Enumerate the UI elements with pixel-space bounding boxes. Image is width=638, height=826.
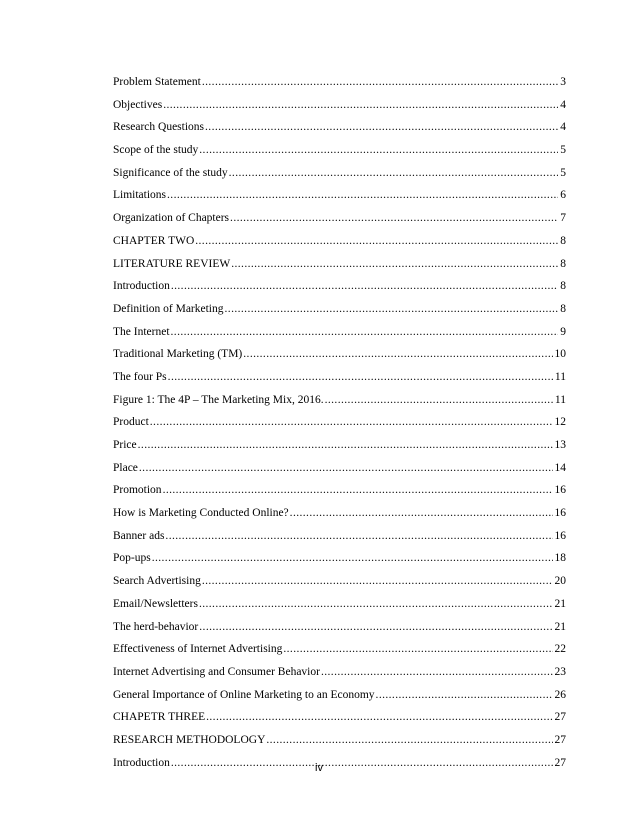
toc-entry-title: Pop-ups <box>113 552 151 565</box>
toc-dot-leader <box>195 230 558 253</box>
toc-entry-page: 6 <box>560 189 566 202</box>
toc-entry[interactable] <box>113 547 566 570</box>
toc-dot-leader <box>163 479 553 502</box>
toc-entry-title: Introduction <box>113 280 170 293</box>
toc-entry-title: Figure 1: The 4P – The Marketing Mix, 2016. <box>113 393 324 406</box>
toc-entry-page: 13 <box>554 439 566 451</box>
page-number: iv <box>315 762 323 774</box>
toc-entry-page: 10 <box>554 348 566 361</box>
toc-entry-page: 3 <box>560 76 566 88</box>
toc-dot-leader <box>231 253 558 276</box>
toc-entry-title: General Importance of Online Marketing to an Economy <box>113 688 375 701</box>
toc-entry-page: 16 <box>554 507 566 520</box>
toc-dot-leader <box>376 684 553 707</box>
toc-entry[interactable] <box>113 661 566 684</box>
toc-entry-page: 14 <box>554 461 566 474</box>
toc-dot-leader <box>165 525 552 548</box>
toc-dot-leader <box>325 389 553 412</box>
toc-entry[interactable] <box>113 616 566 639</box>
toc-entry-page: 12 <box>554 416 566 429</box>
toc-dot-leader <box>171 275 558 298</box>
toc-dot-leader <box>206 706 552 729</box>
toc-entry[interactable] <box>113 116 566 139</box>
toc-entry-title: Objectives <box>113 98 163 111</box>
toc-entry-page: 8 <box>560 257 566 270</box>
toc-entry-title: Significance of the study <box>113 166 228 179</box>
toc-dot-leader <box>266 729 552 752</box>
toc-dot-leader <box>321 661 553 684</box>
toc-dot-leader <box>290 502 553 525</box>
toc-entry-page: 27 <box>554 733 566 746</box>
toc-entry[interactable] <box>113 434 566 457</box>
toc-entry-title: Definition of Marketing <box>113 302 224 315</box>
toc-entry-title: Organization of Chapters <box>113 212 230 225</box>
toc-dot-leader <box>167 184 558 207</box>
toc-dot-leader <box>283 638 552 661</box>
toc-entry[interactable] <box>113 184 566 207</box>
toc-entry[interactable] <box>113 525 566 548</box>
toc-entry-title: How is Marketing Conducted Online? <box>113 507 289 520</box>
toc-entry-title: Problem Statement <box>113 76 201 88</box>
toc-dot-leader <box>150 411 553 434</box>
toc-entry-title: The herd-behavior <box>113 620 199 633</box>
toc-entry-title: Research Questions <box>113 121 205 134</box>
toc-entry-page: 23 <box>554 665 566 678</box>
toc-entry-page: 16 <box>554 484 566 497</box>
toc-entry[interactable] <box>113 729 566 752</box>
toc-entry-title: LITERATURE REVIEW <box>113 257 231 270</box>
toc-entry[interactable] <box>113 207 566 230</box>
toc-entry-title: Traditional Marketing (TM) <box>113 348 243 361</box>
toc-dot-leader <box>138 434 553 457</box>
toc-entry-page: 16 <box>554 529 566 542</box>
toc-entry-page: 27 <box>554 711 566 724</box>
toc-dot-leader <box>171 321 559 344</box>
toc-dot-leader <box>199 616 552 639</box>
toc-entry-title: CHAPTER TWO <box>113 234 195 247</box>
toc-entry[interactable] <box>113 253 566 276</box>
toc-entry[interactable] <box>113 502 566 525</box>
toc-entry-title: Internet Advertising and Consumer Behavior <box>113 665 320 678</box>
toc-dot-leader <box>163 94 558 117</box>
toc-entry[interactable] <box>113 706 566 729</box>
toc-entry-page: 8 <box>560 234 566 247</box>
toc-entry-page: 18 <box>554 552 566 565</box>
toc-entry-page: 9 <box>560 325 566 338</box>
toc-dot-leader <box>243 343 552 366</box>
toc-entry-title: RESEARCH METHODOLOGY <box>113 733 266 746</box>
toc-entry-page: 4 <box>560 98 566 111</box>
toc-entry-page: 11 <box>554 393 566 406</box>
toc-entry-title: Promotion <box>113 484 162 497</box>
toc-dot-leader <box>202 570 553 593</box>
toc-entry-page: 20 <box>554 575 566 588</box>
toc-entry-page: 11 <box>554 370 566 383</box>
toc-entry-title: Introduction <box>113 756 170 769</box>
toc-entry[interactable] <box>113 389 566 412</box>
toc-dot-leader <box>168 366 553 389</box>
toc-entry[interactable] <box>113 457 566 480</box>
toc-entry[interactable] <box>113 638 566 661</box>
toc-entry-page: 27 <box>554 756 566 769</box>
toc-entry-page: 22 <box>554 643 566 656</box>
toc-entry[interactable] <box>113 593 566 616</box>
toc-entry-title: Banner ads <box>113 529 165 542</box>
toc-entry[interactable] <box>113 343 566 366</box>
toc-entry-page: 8 <box>560 280 566 293</box>
table-of-contents <box>113 71 566 774</box>
toc-entry[interactable] <box>113 275 566 298</box>
toc-entry[interactable] <box>113 71 566 94</box>
toc-entry-title: CHAPETR THREE <box>113 711 206 724</box>
toc-dot-leader <box>229 162 559 185</box>
toc-dot-leader <box>205 116 558 139</box>
toc-dot-leader <box>139 457 553 480</box>
toc-entry-title: The four Ps <box>113 370 167 383</box>
toc-dot-leader <box>152 547 553 570</box>
toc-entry-title: The Internet <box>113 325 170 338</box>
toc-entry-title: Place <box>113 461 138 474</box>
toc-entry-title: Price <box>113 439 137 451</box>
toc-dot-leader <box>199 593 553 616</box>
toc-entry[interactable] <box>113 366 566 389</box>
toc-entry[interactable] <box>113 479 566 502</box>
toc-entry[interactable] <box>113 684 566 707</box>
toc-entry-page: 5 <box>560 144 566 157</box>
toc-entry-title: Product <box>113 416 149 429</box>
toc-entry-page: 21 <box>554 597 566 610</box>
toc-entry-title: Limitations <box>113 189 167 202</box>
toc-entry-page: 8 <box>560 302 566 315</box>
toc-entry[interactable] <box>113 411 566 434</box>
toc-entry[interactable] <box>113 321 566 344</box>
toc-entry[interactable] <box>113 162 566 185</box>
toc-entry-title: Email/Newsletters <box>113 597 198 610</box>
toc-entry[interactable] <box>113 570 566 593</box>
toc-entry-page: 5 <box>560 166 566 179</box>
toc-dot-leader <box>230 207 558 230</box>
toc-entry-title: Scope of the study <box>113 144 199 157</box>
toc-dot-leader <box>202 71 558 94</box>
toc-entry[interactable] <box>113 298 566 321</box>
toc-entry-page: 4 <box>560 121 566 134</box>
toc-entry[interactable] <box>113 230 566 253</box>
toc-entry-page: 7 <box>560 212 566 225</box>
toc-entry-title: Effectiveness of Internet Advertising <box>113 643 283 656</box>
toc-dot-leader <box>225 298 559 321</box>
toc-dot-leader <box>199 139 558 162</box>
toc-entry[interactable] <box>113 94 566 117</box>
toc-entry-page: 26 <box>554 688 566 701</box>
toc-entry-page: 21 <box>554 620 566 633</box>
toc-entry-title: Search Advertising <box>113 575 201 588</box>
toc-entry[interactable] <box>113 139 566 162</box>
